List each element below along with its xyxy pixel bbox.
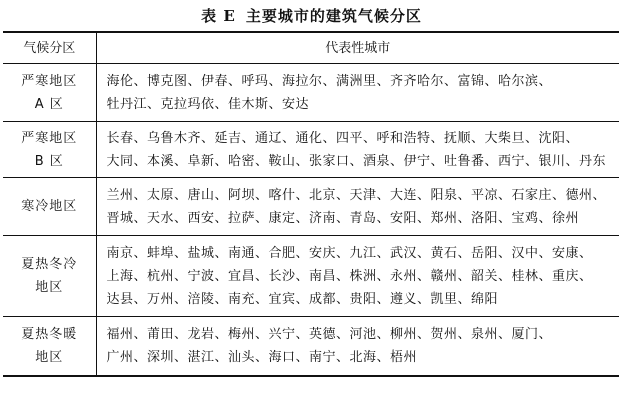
zone-cell: [3, 64, 96, 122]
zone-sub: A 区: [34, 96, 64, 112]
header-cities: 代表性城市: [96, 32, 619, 64]
zone-name: 夏热冬冷: [21, 257, 78, 272]
cities-line: 大同、本溪、阜新、哈密、鞍山、张家口、酒泉、伊宁、吐鲁番、西宁、银川、丹东: [106, 153, 607, 169]
cities-line: 海伦、博克图、伊春、呼玛、海拉尔、满洲里、齐齐哈尔、富锦、哈尔滨、: [106, 73, 553, 89]
table-row: [3, 178, 619, 236]
cities-line: 南京、蚌埠、盐城、南通、合肥、安庆、九江、武汉、黄石、岳阳、汉中、安康、: [106, 245, 593, 261]
zone-cell: [3, 178, 96, 236]
zone-name: 严寒地区: [21, 73, 78, 89]
zone-name: 夏热冬暖: [21, 327, 78, 342]
cities-line: 福州、莆田、龙岩、梅州、兴宁、英德、河池、柳州、贺州、泉州、厦门、: [106, 327, 553, 342]
cities-line: 上海、杭州、宁波、宜昌、长沙、南昌、株洲、永州、赣州、韶关、桂林、重庆、: [106, 268, 593, 284]
zone-sub: 地区: [35, 350, 64, 365]
table-header-row: [3, 32, 619, 64]
zone-name: 严寒地区: [21, 130, 78, 146]
zone-name: 寒冷地区: [21, 199, 78, 214]
zone-sub: B 区: [34, 153, 64, 169]
zone-sub: 地区: [35, 280, 64, 295]
cities-cell: [96, 122, 619, 178]
table-title-text: 主要城市的建筑气候分区: [245, 7, 422, 25]
cities-line: 牡丹江、克拉玛依、佳木斯、安达: [106, 96, 310, 112]
cities-line: 长春、乌鲁木齐、延吉、通辽、通化、四平、呼和浩特、抚顺、大柴旦、沈阳、: [106, 130, 580, 146]
zone-cell: [3, 122, 96, 178]
cities-line: 广州、深圳、湛江、汕头、海口、南宁、北海、梧州: [106, 350, 418, 365]
table-row: [3, 64, 619, 122]
zone-cell: [3, 236, 96, 317]
header-zone: 气候分区: [3, 32, 96, 64]
cities-cell: [96, 236, 619, 317]
cities-line: 晋城、天水、西安、拉萨、康定、济南、青岛、安阳、郑州、洛阳、宝鸡、徐州: [106, 210, 580, 226]
climate-zone-table: [3, 31, 619, 377]
cities-cell: [96, 64, 619, 122]
table-number: 表 E: [201, 7, 236, 25]
cities-cell: [96, 178, 619, 236]
table-title: [0, 5, 623, 26]
table-row: [3, 122, 619, 178]
table-row: [3, 317, 619, 377]
cities-cell: [96, 317, 619, 377]
table-row: [3, 236, 619, 317]
cities-line: 兰州、太原、唐山、阿坝、喀什、北京、天津、大连、阳泉、平凉、石家庄、德州、: [106, 187, 607, 203]
cities-line: 达县、万州、涪陵、南充、宜宾、成都、贵阳、遵义、凯里、绵阳: [106, 291, 499, 307]
zone-cell: [3, 317, 96, 377]
